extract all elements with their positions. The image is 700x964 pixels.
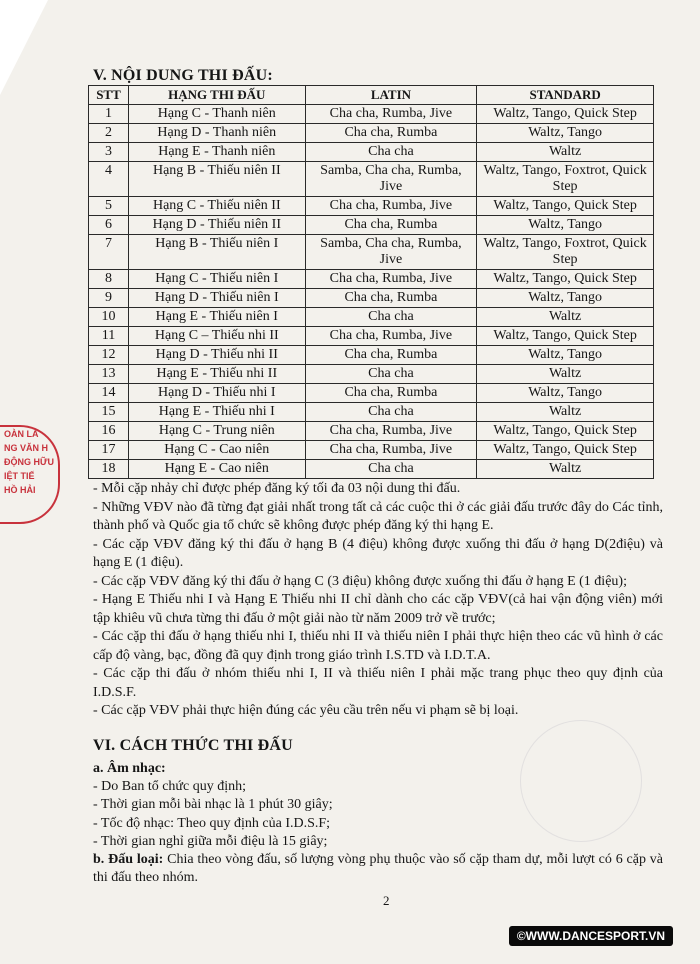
table-row <box>89 197 654 216</box>
cell-latin: Cha cha <box>305 460 477 479</box>
table-row <box>89 216 654 235</box>
cell-latin: Cha cha, Rumba, Jive <box>305 270 477 289</box>
cell-category: Hạng B - Thiếu niên II <box>128 162 305 197</box>
cell-stt: 11 <box>89 327 129 346</box>
cell-stt: 18 <box>89 460 129 479</box>
cell-stt: 15 <box>89 403 129 422</box>
note-item: - Hạng E Thiếu nhi I và Hạng E Thiếu nhi II chỉ dành cho các cặp VĐV(cả hai vận động viên) mới tập khiêu vũ chưa từng thi đấu ở một giải nào từ năm 2009 trở về trước; <box>93 592 663 626</box>
header-category: HẠNG THI ĐẤU <box>128 86 305 105</box>
cell-category: Hạng E - Thiếu niên I <box>128 308 305 327</box>
cell-category: Hạng C - Thiếu niên I <box>128 270 305 289</box>
cell-standard: Waltz, Tango, Quick Step <box>477 327 654 346</box>
cell-category: Hạng C - Thanh niên <box>128 105 305 124</box>
music-item: - Thời gian mỗi bài nhạc là 1 phút 30 giây; <box>93 797 333 813</box>
cell-latin: Samba, Cha cha, Rumba, Jive <box>305 235 477 270</box>
note-item: - Các cặp VĐV đăng ký thi đấu ở hạng C (3 điệu) không được xuống thi đấu ở hạng E (1 điệu); <box>93 573 627 589</box>
header-standard: STANDARD <box>477 86 654 105</box>
cell-standard: Waltz <box>477 460 654 479</box>
table-row <box>89 422 654 441</box>
cell-latin: Cha cha <box>305 403 477 422</box>
cell-category: Hạng E - Cao niên <box>128 460 305 479</box>
cell-stt: 12 <box>89 346 129 365</box>
note-item: - Mỗi cặp nhảy chỉ được phép đăng ký tối đa 03 nội dung thi đấu. <box>93 481 461 496</box>
table-row <box>89 346 654 365</box>
cell-category: Hạng D - Thiếu nhi II <box>128 346 305 365</box>
cell-standard: Waltz, Tango, Quick Step <box>477 197 654 216</box>
cell-stt: 7 <box>89 235 129 270</box>
cell-stt: 2 <box>89 124 129 143</box>
stamp-line: HỒ HẢI <box>4 485 36 495</box>
note-item: - Các cặp VĐV đăng ký thi đấu ở hạng B (4 điệu) không được xuống thi đấu ở hạng D(2điệu) và hạng E (1 điệu). <box>93 536 663 570</box>
note-item: - Những VĐV nào đã từng đạt giải nhất trong tất cả các cuộc thi ở các giải đấu trước đây do Các tỉnh, thành phố và Quốc gia tổ chức sẽ không được phép đăng ký thi hạng E. <box>93 499 663 533</box>
cell-latin: Cha cha, Rumba, Jive <box>305 441 477 460</box>
section-6-title: VI. CÁCH THỨC THI ĐẤU <box>93 737 293 754</box>
table-row <box>89 403 654 422</box>
stamp-line: ĐỘNG HỮU <box>4 457 54 467</box>
table-row <box>89 143 654 162</box>
cell-latin: Cha cha, Rumba, Jive <box>305 197 477 216</box>
cell-category: Hạng C – Thiếu nhi II <box>128 327 305 346</box>
stamp-line: IỆT TIẾ <box>4 471 35 481</box>
cell-stt: 1 <box>89 105 129 124</box>
cell-stt: 9 <box>89 289 129 308</box>
stamp-line: NG VĂN H <box>4 443 49 453</box>
table-row <box>89 235 654 270</box>
competition-format <box>93 760 663 887</box>
cell-category: Hạng C - Thiếu niên II <box>128 197 305 216</box>
cell-standard: Waltz, Tango, Quick Step <box>477 441 654 460</box>
cell-stt: 17 <box>89 441 129 460</box>
music-item: - Thời gian nghỉ giữa mỗi điệu là 15 giây; <box>93 833 328 849</box>
table-row <box>89 384 654 403</box>
table-row <box>89 365 654 384</box>
stamp-line: OÀN LA <box>4 429 39 439</box>
cell-latin: Cha cha, Rumba, Jive <box>305 105 477 124</box>
header-latin: LATIN <box>305 86 477 105</box>
cell-standard: Waltz, Tango <box>477 124 654 143</box>
cell-latin: Cha cha <box>305 308 477 327</box>
competition-table <box>88 85 654 479</box>
cell-stt: 16 <box>89 422 129 441</box>
elimination-paragraph <box>93 851 663 887</box>
cell-category: Hạng C - Trung niên <box>128 422 305 441</box>
cell-standard: Waltz, Tango, Quick Step <box>477 422 654 441</box>
cell-category: Hạng D - Thiếu nhi I <box>128 384 305 403</box>
cell-category: Hạng B - Thiếu niên I <box>128 235 305 270</box>
cell-standard: Waltz <box>477 143 654 162</box>
watermark-badge: ©WWW.DANCESPORT.VN <box>509 926 673 946</box>
note-item: - Các cặp thi đấu ở hạng thiếu nhi I, thiếu nhi II và thiếu niên I phải thực hiện theo các vũ hình ở các cấp độ vàng, bạc, đồng đã quy định trong giáo trình I.S.TD và I.D.T.A. <box>93 629 663 663</box>
table-row <box>89 162 654 197</box>
table-row <box>89 105 654 124</box>
cell-standard: Waltz, Tango, Quick Step <box>477 105 654 124</box>
cell-stt: 4 <box>89 162 129 197</box>
table-row <box>89 460 654 479</box>
cell-standard: Waltz, Tango <box>477 289 654 308</box>
cell-standard: Waltz, Tango <box>477 216 654 235</box>
cell-standard: Waltz, Tango <box>477 384 654 403</box>
cell-category: Hạng D - Thiếu niên II <box>128 216 305 235</box>
header-stt: STT <box>89 86 129 105</box>
music-heading: a. Âm nhạc: <box>93 761 166 776</box>
cell-stt: 10 <box>89 308 129 327</box>
cell-category: Hạng E - Thiếu nhi II <box>128 365 305 384</box>
table-row <box>89 441 654 460</box>
cell-category: Hạng D - Thanh niên <box>128 124 305 143</box>
music-item: - Tốc độ nhạc: Theo quy định của I.D.S.F; <box>93 815 331 831</box>
cell-standard: Waltz <box>477 403 654 422</box>
cell-stt: 14 <box>89 384 129 403</box>
cell-category: Hạng C - Cao niên <box>128 441 305 460</box>
cell-category: Hạng E - Thanh niên <box>128 143 305 162</box>
cell-latin: Cha cha, Rumba <box>305 384 477 403</box>
cell-stt: 6 <box>89 216 129 235</box>
cell-category: Hạng D - Thiếu niên I <box>128 289 305 308</box>
cell-standard: Waltz <box>477 308 654 327</box>
cell-latin: Cha cha, Rumba <box>305 346 477 365</box>
cell-category: Hạng E - Thiếu nhi I <box>128 403 305 422</box>
cell-standard: Waltz, Tango, Quick Step <box>477 270 654 289</box>
cell-standard: Waltz, Tango, Foxtrot, Quick Step <box>477 235 654 270</box>
folded-corner <box>0 0 48 95</box>
cell-stt: 13 <box>89 365 129 384</box>
rules-notes <box>93 480 663 721</box>
table-row <box>89 308 654 327</box>
red-stamp <box>0 425 60 524</box>
cell-latin: Samba, Cha cha, Rumba, Jive <box>305 162 477 197</box>
table-body <box>89 105 654 479</box>
cell-stt: 5 <box>89 197 129 216</box>
cell-latin: Cha cha, Rumba <box>305 216 477 235</box>
cell-stt: 3 <box>89 143 129 162</box>
note-item: - Các cặp VĐV phải thực hiện đúng các yêu cầu trên nếu vi phạm sẽ bị loại. <box>93 703 519 718</box>
cell-latin: Cha cha, Rumba <box>305 289 477 308</box>
cell-standard: Waltz <box>477 365 654 384</box>
cell-latin: Cha cha, Rumba, Jive <box>305 327 477 346</box>
table-row <box>89 124 654 143</box>
table-row <box>89 270 654 289</box>
note-item: - Các cặp thi đấu ở nhóm thiếu nhi I, II và thiếu niên I phải mặc trang phục theo quy định của I.D.S.F. <box>93 666 663 700</box>
section-5-title: V. NỘI DUNG THI ĐẤU: <box>93 67 273 84</box>
cell-standard: Waltz, Tango, Foxtrot, Quick Step <box>477 162 654 197</box>
cell-stt: 8 <box>89 270 129 289</box>
music-item: - Do Ban tổ chức quy định; <box>93 779 247 795</box>
cell-latin: Cha cha <box>305 143 477 162</box>
table-row <box>89 327 654 346</box>
cell-latin: Cha cha <box>305 365 477 384</box>
elimination-heading: b. Đấu loại: <box>93 852 164 868</box>
elimination-text: Chia theo vòng đấu, số lượng vòng phụ thuộc vào số cặp tham dự, mỗi lượt có 6 cặp và thi đấu theo nhóm. <box>93 852 663 886</box>
page-number: 2 <box>383 893 390 908</box>
cell-standard: Waltz, Tango <box>477 346 654 365</box>
cell-latin: Cha cha, Rumba <box>305 124 477 143</box>
cell-latin: Cha cha, Rumba, Jive <box>305 422 477 441</box>
table-header-row <box>89 86 654 105</box>
table-row <box>89 289 654 308</box>
